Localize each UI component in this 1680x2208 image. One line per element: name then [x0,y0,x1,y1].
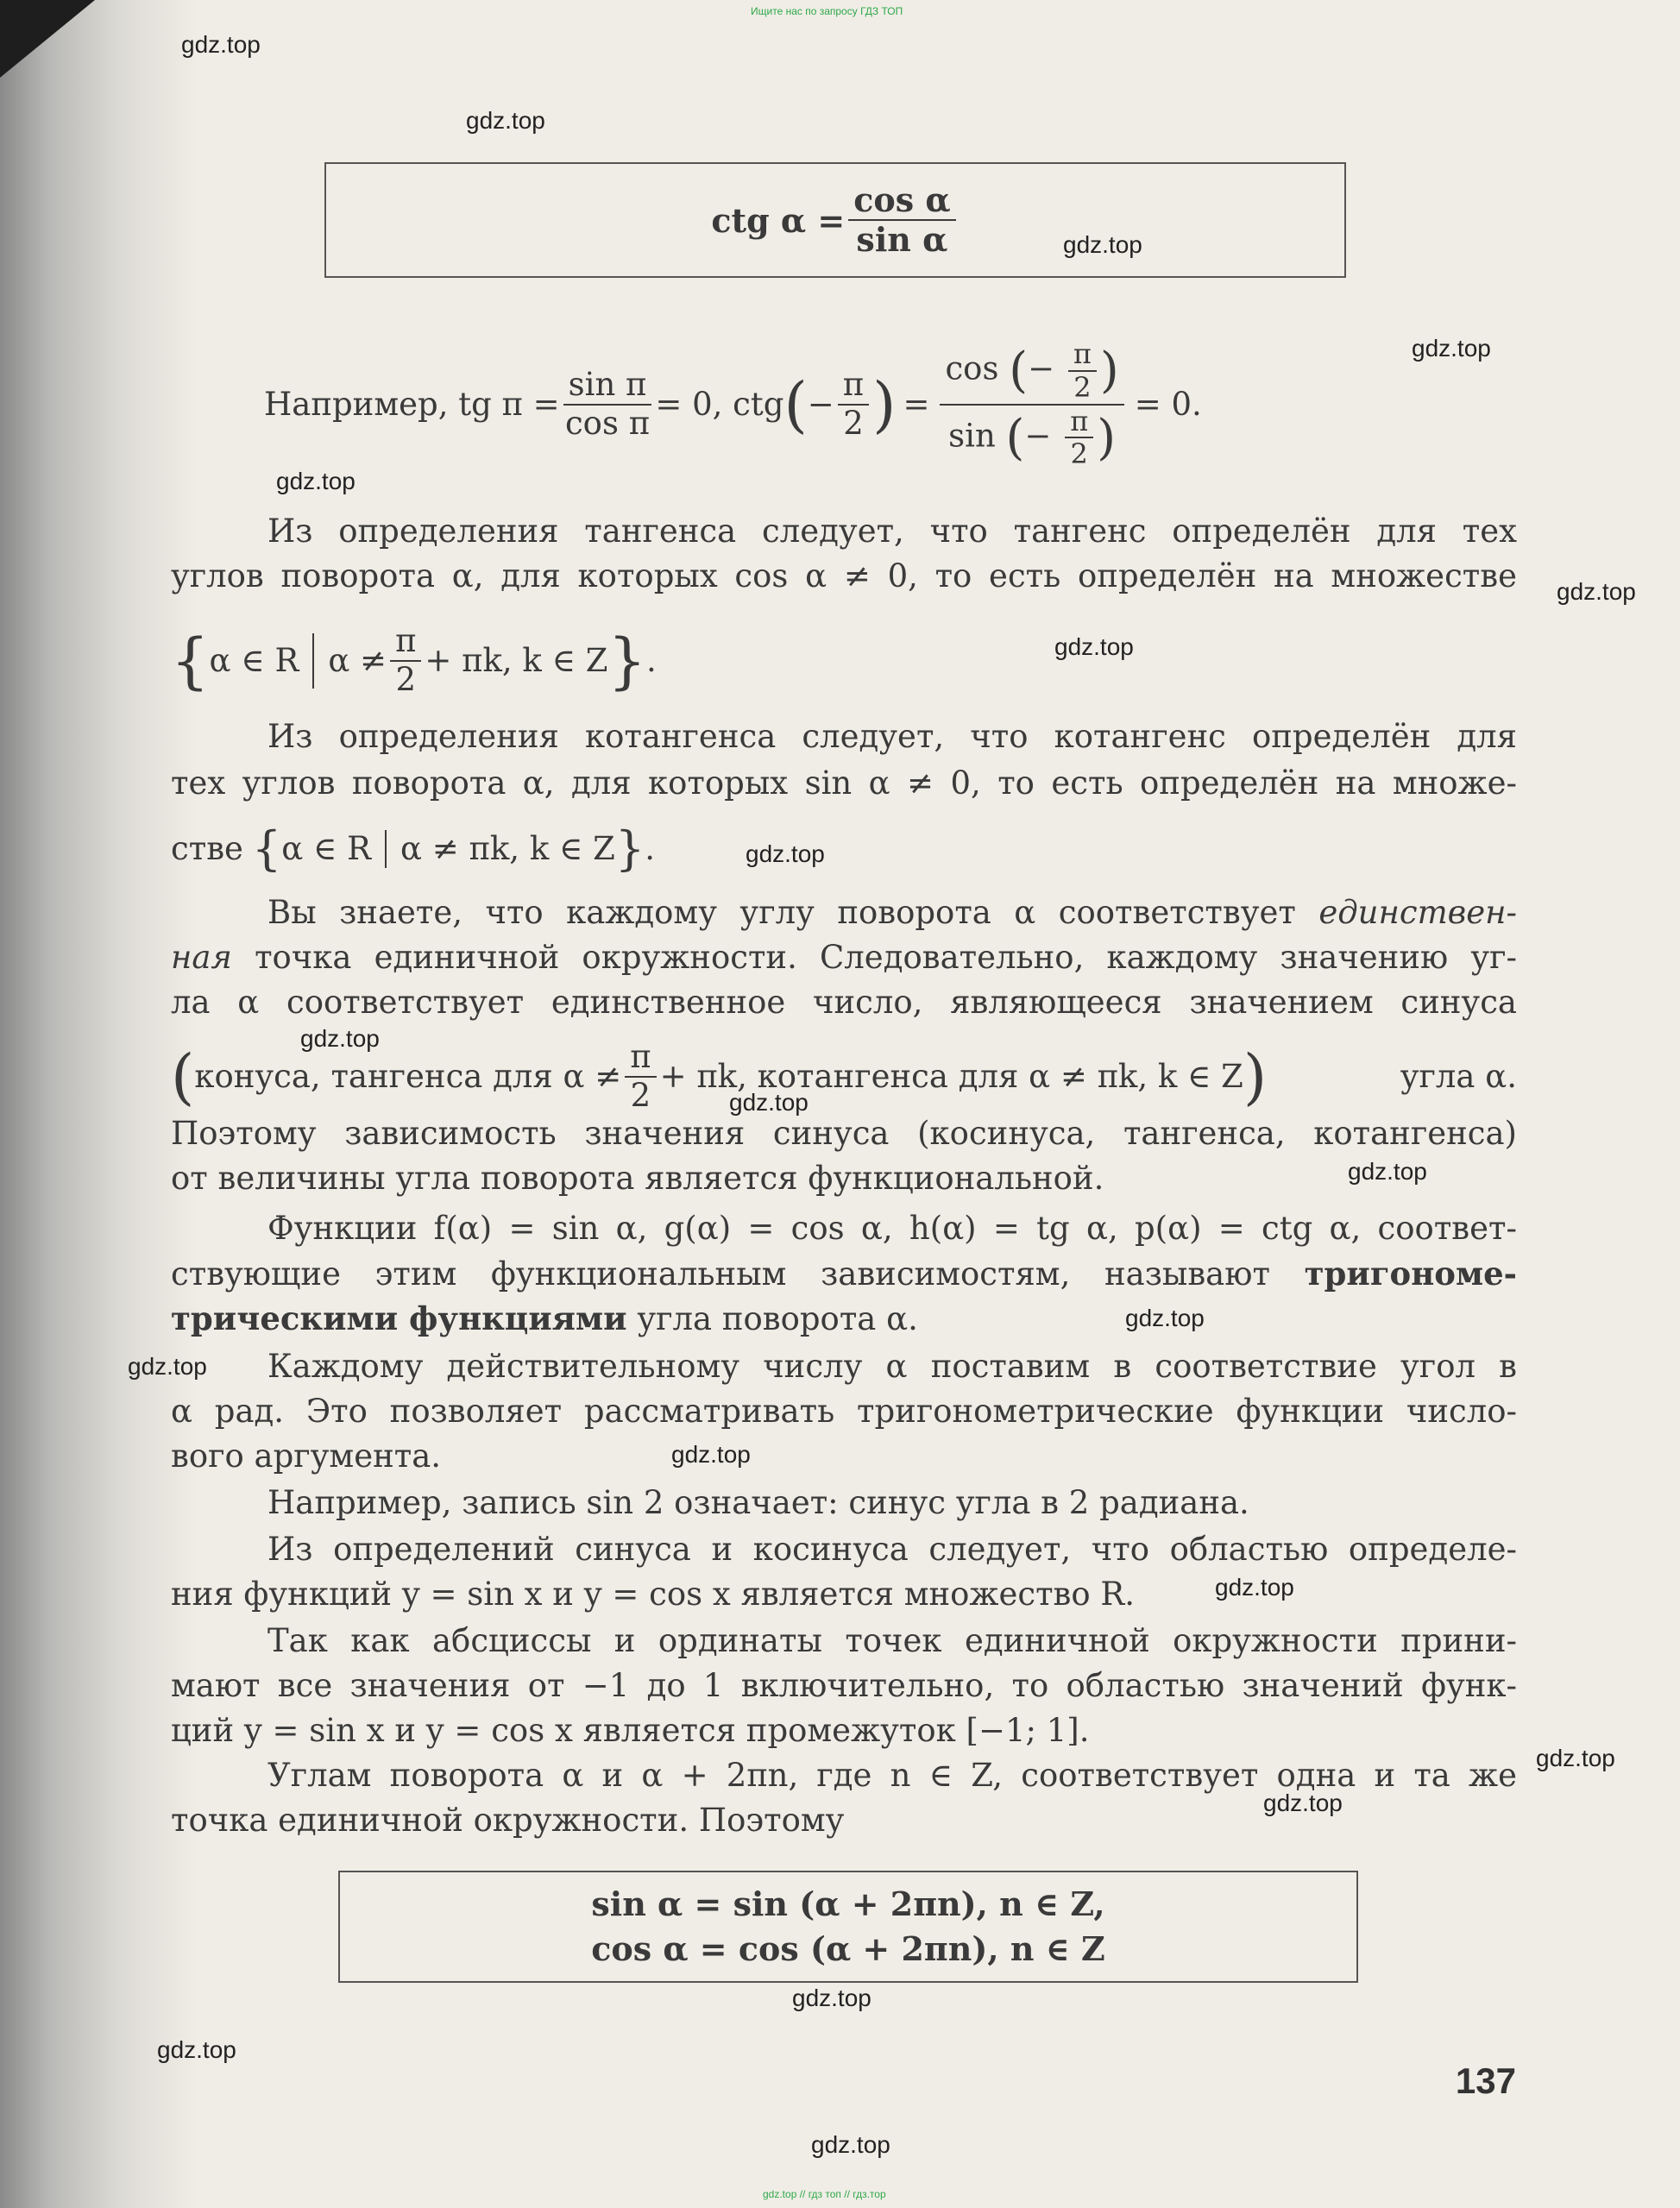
watermark: gdz.top [1063,231,1142,258]
watermark: gdz.top [1536,1745,1615,1771]
page-number: 137 [1455,2060,1516,2101]
set-right: + πk, k ∈ Z [425,641,608,679]
watermark: gdz.top [181,31,261,58]
watermark: gdz.top [128,1353,207,1380]
numeric-line3: вого аргумента. [171,1437,442,1475]
watermark: gdz.top [729,1089,809,1116]
functions-line3 [171,1294,1517,1343]
period: . [645,830,655,867]
set-left: α ∈ R [281,830,372,867]
range-line3: ций y = sin x и y = cos x является промежуток [−1; 1]. [171,1712,1090,1749]
fraction-denominator: cos π [564,404,651,442]
formula-lhs: ctg α = [711,200,846,240]
example-result: = 0. [1134,385,1202,423]
watermark: gdz.top [300,1025,380,1052]
fraction-numerator: π [390,623,421,662]
set-condition: α ≠ [328,641,387,679]
cot-line2: тех углов поворота α, для которых sin α ≠ 0, то есть определён на множе- [171,764,1517,802]
range-line1: Так как абсциссы и ординаты точек единичной окружности прини- [267,1622,1517,1659]
functions-line2 [171,1249,1517,1299]
page-corner [0,0,95,78]
big-fraction-numerator: cos (− $\frac{\pi}{2}$ ) [940,338,1123,406]
arg-fraction [838,367,869,442]
equals-sign: = [903,385,930,423]
minus-sign: − [1028,349,1055,387]
watermark: gdz.top [276,468,356,494]
unique-line1-a: Вы знаете, что каждому углу поворота α соответствует [267,894,1296,931]
domain-line2: ния функций y = sin x и y = cos x является множество R. [171,1576,1136,1613]
unique-line5: Поэтому зависимость значения синуса (косинуса, тангенса, котангенса) [171,1115,1517,1152]
period-line2: точка единичной окружности. Поэтому [171,1802,845,1839]
watermark: gdz.top [792,1985,871,2011]
bottom-banner: gdz.top // гдз топ // гдз.тор [763,2188,886,2200]
domain-line1: Из определений синуса и косинуса следует, что областью определе- [267,1531,1517,1568]
periodicity-box [338,1871,1358,1983]
fraction-numerator: π [625,1039,656,1078]
unique-line4-c: угла α. [1400,1057,1517,1095]
fraction-denominator: 2 [395,660,416,698]
unique-fraction [625,1039,656,1114]
tan-line2: углов поворота α, для которых cos α ≠ 0, то есть определён на множестве [171,557,1517,594]
example-mid: = 0, ctg [655,385,784,423]
watermark: gdz.top [671,1441,751,1468]
fraction-numerator: sin π [563,367,652,406]
numeric-line2: α рад. Это позволяет рассматривать тригонометрические функции число- [171,1393,1517,1430]
unique-line1-italic: единствен- [1318,894,1517,931]
cotangent-definition-box [324,162,1346,278]
example2-line: Например, запись sin 2 означает: синус угла в 2 радиана. [267,1484,1249,1521]
tan-line1: Из определения тангенса следует, что тангенс определён для тех [267,513,1517,550]
set-fraction [390,623,421,698]
fraction-numerator: π [838,367,869,406]
example-fraction [563,367,652,442]
fraction-denominator: 2 [843,404,864,442]
range-line2: мают все значения от −1 до 1 включительно, то областью значений функ- [171,1667,1517,1704]
unique-line4-a: конуса, тангенса для α ≠ [194,1057,622,1095]
formula-fraction [848,181,955,258]
tan-set: { α ∈ R α ≠ $\frac{\pi}{2}$ + πk, k ∈ Z } . [171,622,657,698]
unique-line1 [171,889,1517,937]
watermark: gdz.top [1263,1790,1343,1816]
watermark: gdz.top [1412,335,1491,362]
set-right: α ≠ πk, k ∈ Z [400,830,615,867]
watermark: gdz.top [1125,1305,1205,1331]
cot-set: стве { α ∈ R α ≠ πk, k ∈ Z } . [171,821,655,876]
cot-line3-prefix: стве [171,830,243,867]
top-banner: Ищите нас по запросу ГДЗ ТОП [751,5,903,17]
set-left: α ∈ R [209,641,299,679]
fraction-denominator: 2 [630,1076,651,1114]
cos-word: cos [945,349,999,387]
cot-line1: Из определения котангенса следует, что котангенс определён для [267,718,1517,755]
period-line1: Углам поворота α и α + 2πn, где n ∈ Z, соответствует одна и та же [267,1757,1517,1794]
watermark: gdz.top [746,840,825,867]
watermark: gdz.top [466,107,545,134]
watermark: gdz.top [811,2131,890,2158]
minus-sign: − [807,385,834,423]
unique-line3: ла α соответствует единственное число, являющееся значением синуса [171,984,1517,1021]
paren-right: ) [872,368,897,440]
big-fraction-denominator: sin (− $\frac{\pi}{2}$ ) [948,404,1117,471]
watermark: gdz.top [1054,633,1134,660]
unique-line4: ( конуса, тангенса для α ≠ $\frac{\pi}{2}$ + πk, котангенса для α ≠ πk, k ∈ Z ) угла α. [171,1038,1517,1114]
big-fraction [940,338,1123,470]
paren-left: ( [783,368,808,440]
fraction-denominator: sin α [856,220,948,259]
functions-line2-a: ствующие этим функциональным зависимостям, называют [171,1255,1270,1293]
unique-line2 [171,934,1517,982]
unique-line4-b: + πk, котангенса для α ≠ πk, k ∈ Z [659,1057,1243,1095]
minus-sign: − [1024,416,1052,454]
term-bold: трическими функциями [171,1299,627,1337]
fraction-numerator: cos α [848,181,955,221]
example-line [264,338,1299,470]
watermark: gdz.top [157,2036,236,2063]
watermark: gdz.top [1348,1158,1427,1185]
fraction-denominator: 2 [1073,370,1092,404]
unique-line2-italic: ная [171,939,232,976]
fraction-numerator: π [1068,338,1097,372]
watermark: gdz.top [1557,578,1636,605]
sin-word: sin [948,416,996,454]
functions-line1: Функции f(α) = sin α, g(α) = cos α, h(α) = tg α, p(α) = ctg α, соответ- [267,1210,1517,1247]
book-spine-shadow [0,0,198,2208]
unique-line6: от величины угла поворота является функциональной. [171,1160,1104,1197]
functions-line3-b: угла поворота α. [637,1300,918,1337]
term-bold: тригономе- [1304,1255,1517,1293]
box2-line1: sin α = sin (α + 2πn), n ∈ Z, [591,1884,1105,1923]
fraction-denominator: 2 [1070,437,1088,471]
fraction-numerator: π [1065,406,1093,439]
watermark: gdz.top [1215,1574,1294,1601]
box2-line2: cos α = cos (α + 2πn), n ∈ Z [591,1929,1105,1968]
unique-line2-b: точка единичной окружности. Следовательно, каждому значению уг- [255,939,1517,976]
period: . [646,641,657,679]
example-lead: Например, tg π = [264,385,560,423]
numeric-line1: Каждому действительному числу α поставим в соответствие угол в [267,1348,1517,1385]
